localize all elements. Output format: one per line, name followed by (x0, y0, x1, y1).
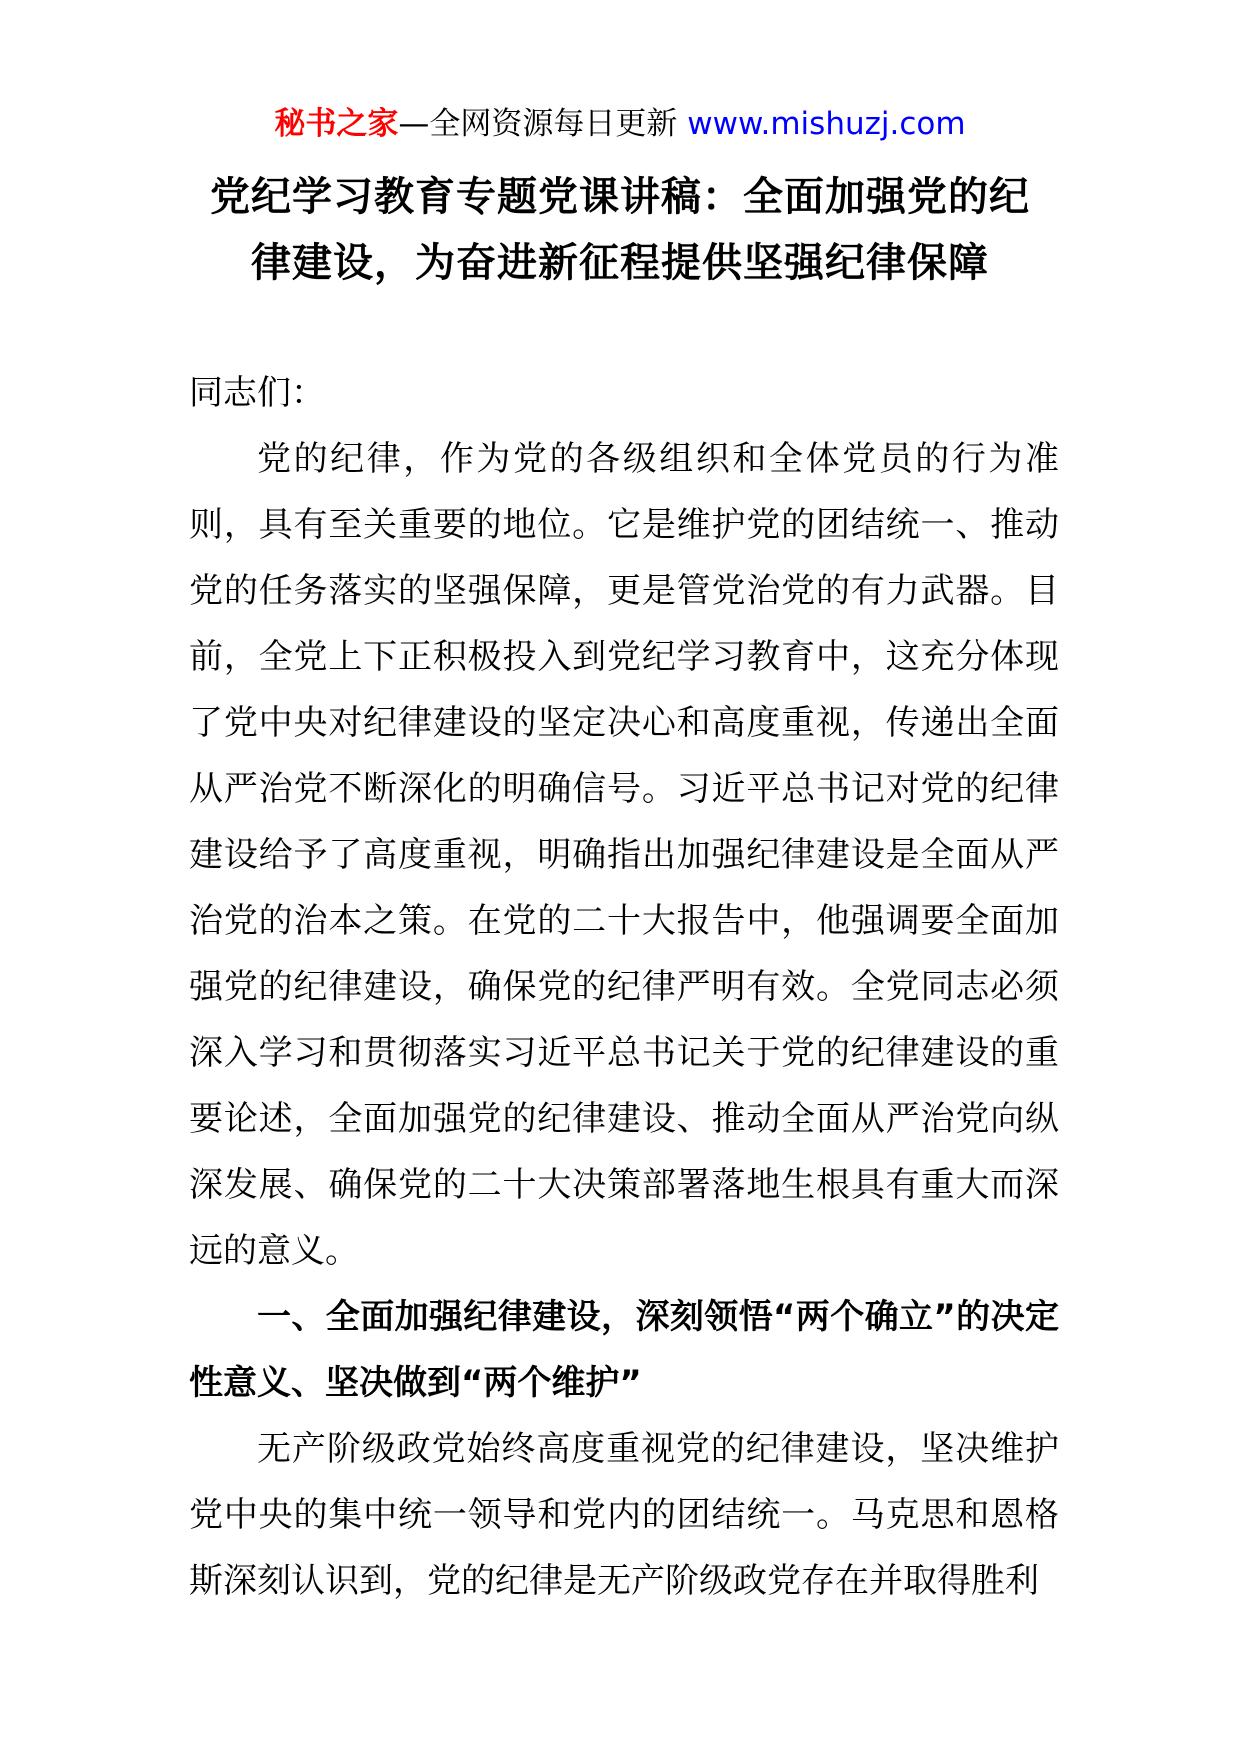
document-title (150, 164, 1090, 296)
title-line-2: 律建设，为奋进新征程提供坚强纪律保障 (251, 240, 989, 286)
section-heading-1: 一、全面加强纪律建设，深刻领悟“两个确立”的决定性意义、坚决做到“两个维护” (189, 1297, 1059, 1403)
banner-tagline: —全网资源每日更新 (398, 106, 688, 142)
paragraph-section-1: 无产阶级政党始终高度重视党的纪律建设，坚决维护党中央的集中统一领导和党内的团结统一。马克思和恩格斯深刻认识到，党的纪律是无产阶级政党存在并取得胜利 (189, 1429, 1059, 1601)
salutation: 同志们： (189, 373, 325, 413)
site-banner (0, 100, 1240, 148)
brand-name: 秘书之家 (274, 106, 399, 142)
document-body (189, 360, 1059, 1614)
paragraph-intro: 党的纪律，作为党的各级组织和全体党员的行为准则，具有至关重要的地位。它是维护党的团结统一、推动党的任务落实的坚强保障，更是管党治党的有力武器。目前，全党上下正积极投入到党纪学习教育中，这充分体现了党中央对纪律建设的坚定决心和高度重视，传递出全面从严治党不断深化的明确信号。习近平总书记对党的纪律建设给予了高度重视，明确指出加强纪律建设是全面从严治党的治本之策。在党的二十大报告中，他强调要全面加强党的纪律建设，确保党的纪律严明有效。全党同志必须深入学习和贯彻落实习近平总书记关于党的纪律建设的重要论述，全面加强党的纪律建设、推动全面从严治党向纵深发展、确保党的二十大决策部署落地生根具有重大而深远的意义。 (189, 439, 1059, 1271)
title-line-1: 党纪学习教育专题党课讲稿：全面加强党的纪 (210, 174, 1030, 220)
site-url-link[interactable]: www.mishuzj.com (687, 106, 966, 142)
